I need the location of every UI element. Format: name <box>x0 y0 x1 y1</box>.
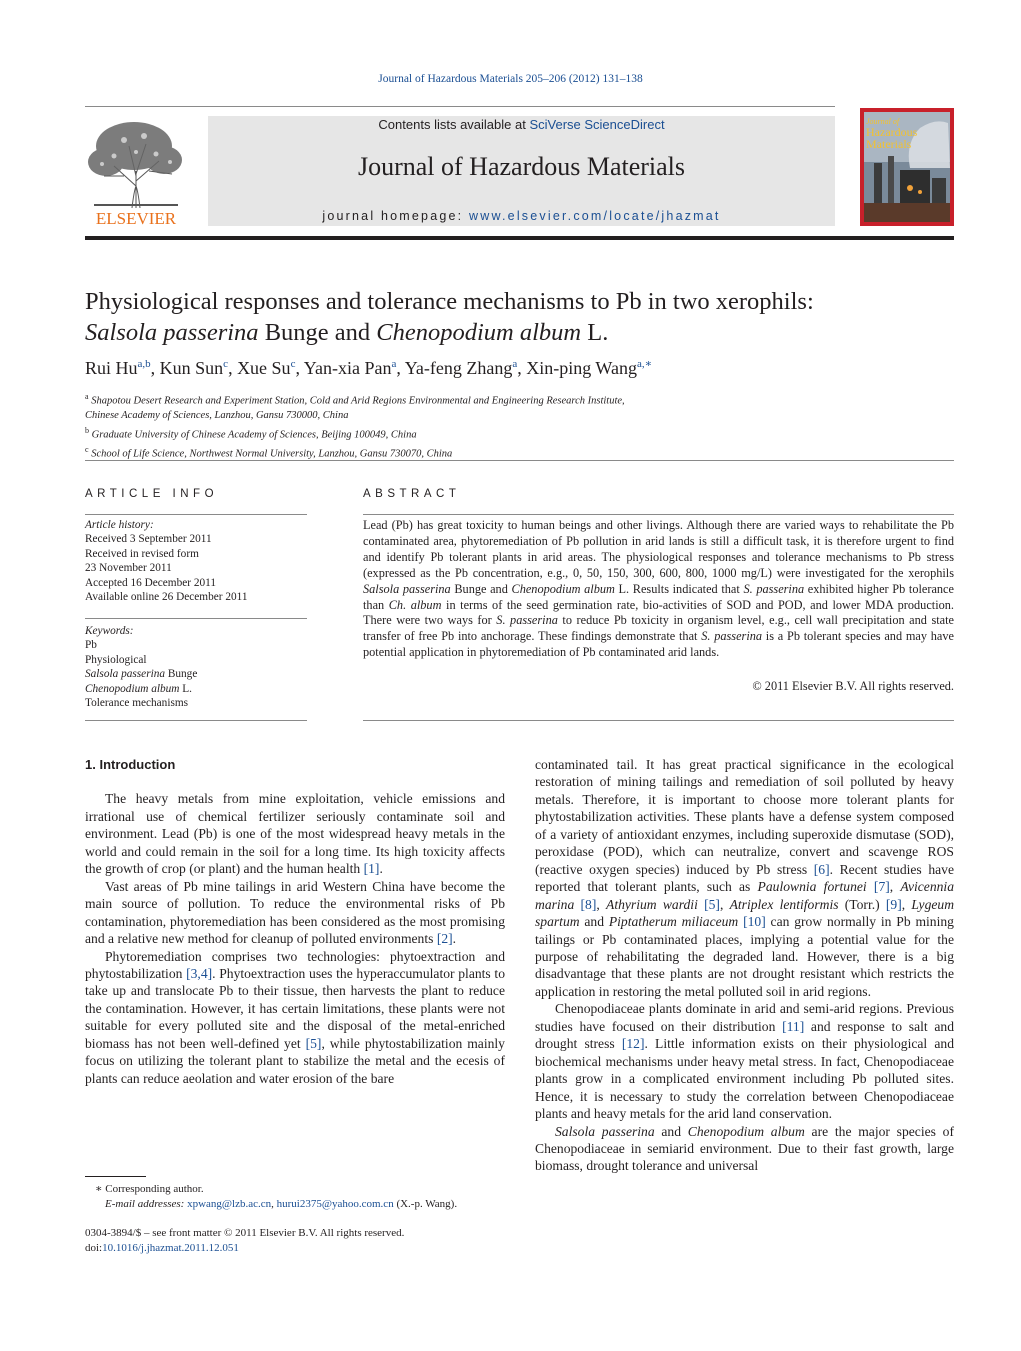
keywords-rule <box>85 618 307 619</box>
text-run: , while phytostabilization mainly focus on utilizing the tolerant plant to stabilize the metal and the ecesis of plants can reduce aeolation and water erosion of the bare <box>85 1035 505 1086</box>
citation-link[interactable]: [11] <box>782 1018 805 1034</box>
contents-line <box>208 117 835 132</box>
text-run: and response to salt and drought stress <box>535 1018 954 1052</box>
email-label: E-mail addresses: <box>105 1198 185 1210</box>
affiliation-mark: b <box>85 425 89 435</box>
abstract-species: Ch. album <box>388 597 442 612</box>
homepage-link[interactable]: www.elsevier.com/locate/jhazmat <box>469 209 721 223</box>
journal-cover-image <box>860 108 954 226</box>
text-run: Chenopodiaceae plants dominate in arid and semi-arid regions. Previous studies have focused on their distribution <box>535 1001 954 1034</box>
affiliation-text: Chinese Academy of Sciences, Lanzhou, Gansu 730000, China <box>85 410 349 421</box>
journal-masthead <box>208 116 835 226</box>
title-species-1: Salsola passerina <box>85 319 259 346</box>
citation-link[interactable]: [5] <box>305 1035 322 1051</box>
author-affiliation-mark[interactable]: a <box>391 358 397 370</box>
email-link[interactable]: hurui2375@yahoo.com.cn <box>276 1198 394 1210</box>
text-run: . Little information exists on their physiological and biochemical mechanisms under heavy metal stress. In fact, Chenopodiaceae plants grow in a complicated environment including Pb polluted sites. Hence, it is necessary to study the correlation between Chenopodiaceae plants and heavy metals for the arid land conservation. <box>535 1036 954 1122</box>
author-separator: , <box>295 358 304 378</box>
keywords-label: Keywords: <box>85 625 134 637</box>
front-matter <box>85 1226 505 1256</box>
text-run: are the major species of Chenopodiaceae in semiarid environment. Due to their fast growth, large biomass, drought tolerance and universal <box>535 1123 955 1174</box>
abstract-bottom-rule <box>363 720 954 721</box>
elsevier-tree-logo-icon <box>84 116 188 228</box>
keyword-species: Salsola passerina <box>85 668 166 681</box>
cover-title-line3: Materials <box>866 137 912 151</box>
title-line-1: Physiological responses and tolerance mechanisms to Pb in two xerophils: <box>85 288 814 315</box>
affiliation-text: Shapotou Desert Research and Experiment Station, Cold and Arid Regions Environmental and Engineering Research Institute, <box>91 395 625 407</box>
citation-link[interactable]: [3,4] <box>186 965 213 981</box>
email-separator: , <box>271 1198 277 1210</box>
affiliation <box>85 390 955 409</box>
article-info-rule <box>85 514 307 515</box>
history-item: 23 November 2011 <box>85 562 172 575</box>
abstract-copyright: © 2011 Elsevier B.V. All rights reserved. <box>752 679 954 693</box>
text-run: . Phytoextraction uses the hyperaccumulator plants to take up and translocate Pb to their tissue, then harvests the plant to reduce the contamination. However, it has certain limitations, these plants were not suitable for every polluted site and the disposal of the metal-enriched biomass has not been well-defined yet <box>85 965 505 1051</box>
keyword-species: Chenopodium album <box>85 682 180 695</box>
citation-link[interactable]: [5] <box>697 896 720 912</box>
history-item: Received 3 September 2011 <box>85 533 212 546</box>
text-run: contaminated tail. It has great practical significance in the ecological restoration of mining tailings and remediation of soil polluted by heavy metals. Therefore, it is important to choose more tolerant plants for phytostabilization activities. These plants have a defense system composed of a variety of antioxidant enzymes, including superoxide dismutase (SOD), peroxidase (POD), which can neutralize, convert and scavenge ROS (reactive oxygen species) induced by Pb stress <box>535 757 954 877</box>
affiliation <box>85 409 955 424</box>
top-rule <box>85 106 835 107</box>
body-column-right <box>535 756 954 1175</box>
body-column-left <box>85 756 505 1087</box>
abstract-heading: ABSTRACT <box>363 488 461 500</box>
text-run: Phytoremediation comprises two technologies: phytoextraction and phytostabilization <box>85 948 505 981</box>
author[interactable] <box>526 358 652 378</box>
abstract-run: Lead (Pb) has great toxicity to human beings and other livings. Although there are varied ways to rehabilitate the Pb contaminated area, phytoremediation of Pb pollution in arid lands is still a difficult task, it is therefore urgent to find and identify Pb tolerant plants in arid areas. The physiological responses and tolerance mechanisms to Pb stress (expressed as the Pb concentration, e.g., 0, 50, 150, 300, 600, 800, 1000 mg/L) were investigated for the xerophils <box>363 518 954 580</box>
paragraph <box>85 790 505 877</box>
keyword-authority: Bunge <box>165 668 198 681</box>
abstract-run: L. Results indicated that <box>614 581 744 596</box>
history-item: Accepted 16 December 2011 <box>85 576 217 589</box>
affiliations <box>85 390 955 462</box>
author[interactable] <box>85 358 151 378</box>
text-run: . <box>452 931 457 947</box>
author-affiliation-mark[interactable]: a <box>512 358 518 370</box>
author[interactable] <box>237 358 295 378</box>
cover-title-line1: Journal of <box>866 117 900 126</box>
email-link[interactable]: xpwang@lzb.ac.cn <box>187 1198 272 1210</box>
abstract-run: to reduce Pb toxicity in organism level, e.g., cell wall precipitation and state transfer of free Pb into anchorage. These findings demonstrate that <box>363 613 954 644</box>
text-run: . <box>379 861 383 877</box>
author-separator: , <box>396 358 405 378</box>
keyword <box>85 667 307 681</box>
species-name: Athyrium wardii <box>606 896 698 912</box>
citation-link[interactable]: [8] <box>574 896 597 912</box>
email-owner: (X.-p. Wang). <box>393 1198 458 1210</box>
doi-link[interactable]: 10.1016/j.jhazmat.2011.12.051 <box>102 1242 239 1254</box>
author-list <box>85 357 955 379</box>
title-mid: Bunge and <box>258 319 377 346</box>
author-name: Kun Sun <box>159 358 224 378</box>
text-run: The heavy metals from mine exploitation, vehicle emissions and irrational use of chemical fertilizer seriously contaminate soil and environment. Lead (Pb) is one of the most widespread heavy metals in the world and could remain in the soil for a long time. Its high toxicity affects the growth of crop (or plant) and the human health <box>85 791 505 877</box>
citation-link[interactable]: [6] <box>813 861 830 877</box>
contents-prefix: Contents lists available at <box>378 117 530 132</box>
abstract-species: S. passerina <box>743 581 805 596</box>
author[interactable] <box>160 358 228 378</box>
author[interactable] <box>304 358 397 378</box>
publisher-wordmark: ELSEVIER <box>95 209 177 228</box>
citation-link[interactable]: [9] <box>885 896 902 912</box>
journal-title: Journal of Hazardous Materials <box>357 152 686 181</box>
text-run: , <box>901 896 912 912</box>
keyword: Pb <box>85 639 97 652</box>
abstract-species: S. passerina <box>496 613 558 628</box>
email-line <box>85 1197 505 1212</box>
author-affiliation-mark[interactable]: c <box>223 358 229 370</box>
author-name: Xin-ping Wang <box>526 358 637 378</box>
species-name: Atriplex lentiformis <box>729 896 839 912</box>
abstract-text <box>363 518 954 661</box>
text-run: , <box>596 896 607 912</box>
citation-link[interactable]: [12] <box>621 1036 645 1052</box>
paragraph <box>535 756 954 1000</box>
paragraph <box>85 948 505 1088</box>
citation-link[interactable]: [10] <box>738 914 766 930</box>
text-run: (Torr.) <box>838 896 886 912</box>
text-run: , <box>889 879 901 895</box>
abstract-run: in terms of the seed germination rate, bio-activities of SOD and POD, and lower MDA production. There were two ways for <box>363 597 954 628</box>
author-affiliation-mark[interactable]: a,b <box>137 358 151 370</box>
author-affiliation-mark[interactable]: c <box>290 358 296 370</box>
cover-title-line2: Hazardous <box>866 125 918 139</box>
abstract-rule <box>363 514 954 515</box>
paragraph <box>535 1123 954 1175</box>
homepage-prefix: journal homepage: <box>322 209 469 223</box>
text-run: . Recent studies have reported that tolerant plants, such as <box>535 861 954 895</box>
text-run: can grow normally in Pb mining tailings or Pb contaminated places, implying a potential value for the purpose of rehabilitating the degraded land. However, there is a big disadvantage that these plants are not drought resistant which restricts the application in restoring the metal polluted soil in arid regions. <box>535 914 954 999</box>
history-item: Received in revised form <box>85 547 199 560</box>
species-name: Salsola passerina <box>555 1123 655 1139</box>
corresponding-author-footnote <box>85 1182 505 1212</box>
header-thick-rule <box>85 236 954 240</box>
citation-link[interactable]: [7] <box>866 879 890 895</box>
species-name: Avicennia marina <box>535 879 954 912</box>
title-line-2 <box>85 317 955 348</box>
doi-line <box>85 1241 505 1256</box>
abstract-species: Salsola passerina <box>363 581 451 596</box>
abstract-species: S. passerina <box>701 629 763 644</box>
keyword-authority: L. <box>179 682 193 695</box>
text-run: and <box>579 914 609 930</box>
author-name: Rui Hu <box>85 358 138 378</box>
species-name: Piptatherum miliaceum <box>608 914 739 930</box>
species-name: Chenopodium album <box>687 1123 805 1139</box>
journal-reference[interactable]: Journal of Hazardous Materials 205–206 (2012) 131–138 <box>378 73 643 85</box>
affiliation-mark: a <box>85 392 89 401</box>
doi-label: doi: <box>85 1242 103 1254</box>
article-title <box>85 286 955 348</box>
section-rule <box>85 460 954 461</box>
sciencedirect-link[interactable]: SciVerse ScienceDirect <box>529 117 665 132</box>
section-heading-introduction: 1. Introduction <box>85 757 176 772</box>
abstract-run: exhibited higher Pb tolerance than <box>363 581 954 612</box>
keywords-bottom-rule <box>85 720 307 721</box>
affiliation-text: School of Life Science, Northwest Normal University, Lanzhou, Gansu 730070, China <box>91 448 453 459</box>
author-separator: , <box>228 358 238 378</box>
author-separator: , <box>517 358 527 378</box>
affiliation <box>85 424 955 443</box>
citation-link[interactable]: [2] <box>436 931 453 947</box>
abstract-species: Chenopodium album <box>511 581 615 596</box>
footnote-rule <box>85 1176 146 1177</box>
article-info-heading: ARTICLE INFO <box>85 488 219 500</box>
title-species-2: Chenopodium album <box>376 319 582 346</box>
author[interactable] <box>405 358 518 378</box>
corresponding-label: ∗ Corresponding author. <box>95 1183 204 1195</box>
article-history <box>85 518 307 604</box>
history-item: Available online 26 December 2011 <box>85 591 248 604</box>
text-run: , <box>719 896 730 912</box>
species-name: Lygeum spartum <box>535 896 955 930</box>
species-name: Paulownia fortunei <box>757 879 867 895</box>
author-name: Ya-feng Zhang <box>404 358 513 378</box>
text-run: Vast areas of Pb mine tailings in arid Western China have become the main source of pollution. To reduce the environmental risks of Pb contamination, phytoremediation has been considered as the most promising and a relative new method for cleanup of polluted environments <box>85 878 505 947</box>
text-run: and <box>654 1123 688 1139</box>
keyword: Physiological <box>85 653 147 666</box>
keyword: Tolerance mechanisms <box>85 697 189 710</box>
citation-link[interactable]: [1] <box>363 861 380 877</box>
title-end: L. <box>581 319 609 346</box>
affiliation-mark: c <box>85 444 89 454</box>
author-name: Yan-xia Pan <box>303 358 392 378</box>
abstract-run: is a Pb tolerant species and may have potential application in phytoremediation of Pb contaminated arid lands. <box>363 629 955 660</box>
paragraph <box>535 1000 954 1122</box>
keyword <box>85 682 307 696</box>
author-affiliation-mark[interactable]: a,∗ <box>636 358 653 370</box>
affiliation <box>85 443 955 462</box>
paragraph <box>85 878 505 948</box>
history-label: Article history: <box>85 519 154 531</box>
author-separator: , <box>150 358 160 378</box>
keywords <box>85 624 307 710</box>
abstract-run: Bunge and <box>450 581 512 596</box>
author-name: Xue Su <box>237 358 291 378</box>
affiliation-text: Graduate University of Chinese Academy of Sciences, Beijing 100049, China <box>91 429 417 440</box>
journal-homepage <box>208 209 835 223</box>
issn-line: 0304-3894/$ – see front matter © 2011 Elsevier B.V. All rights reserved. <box>85 1227 405 1239</box>
